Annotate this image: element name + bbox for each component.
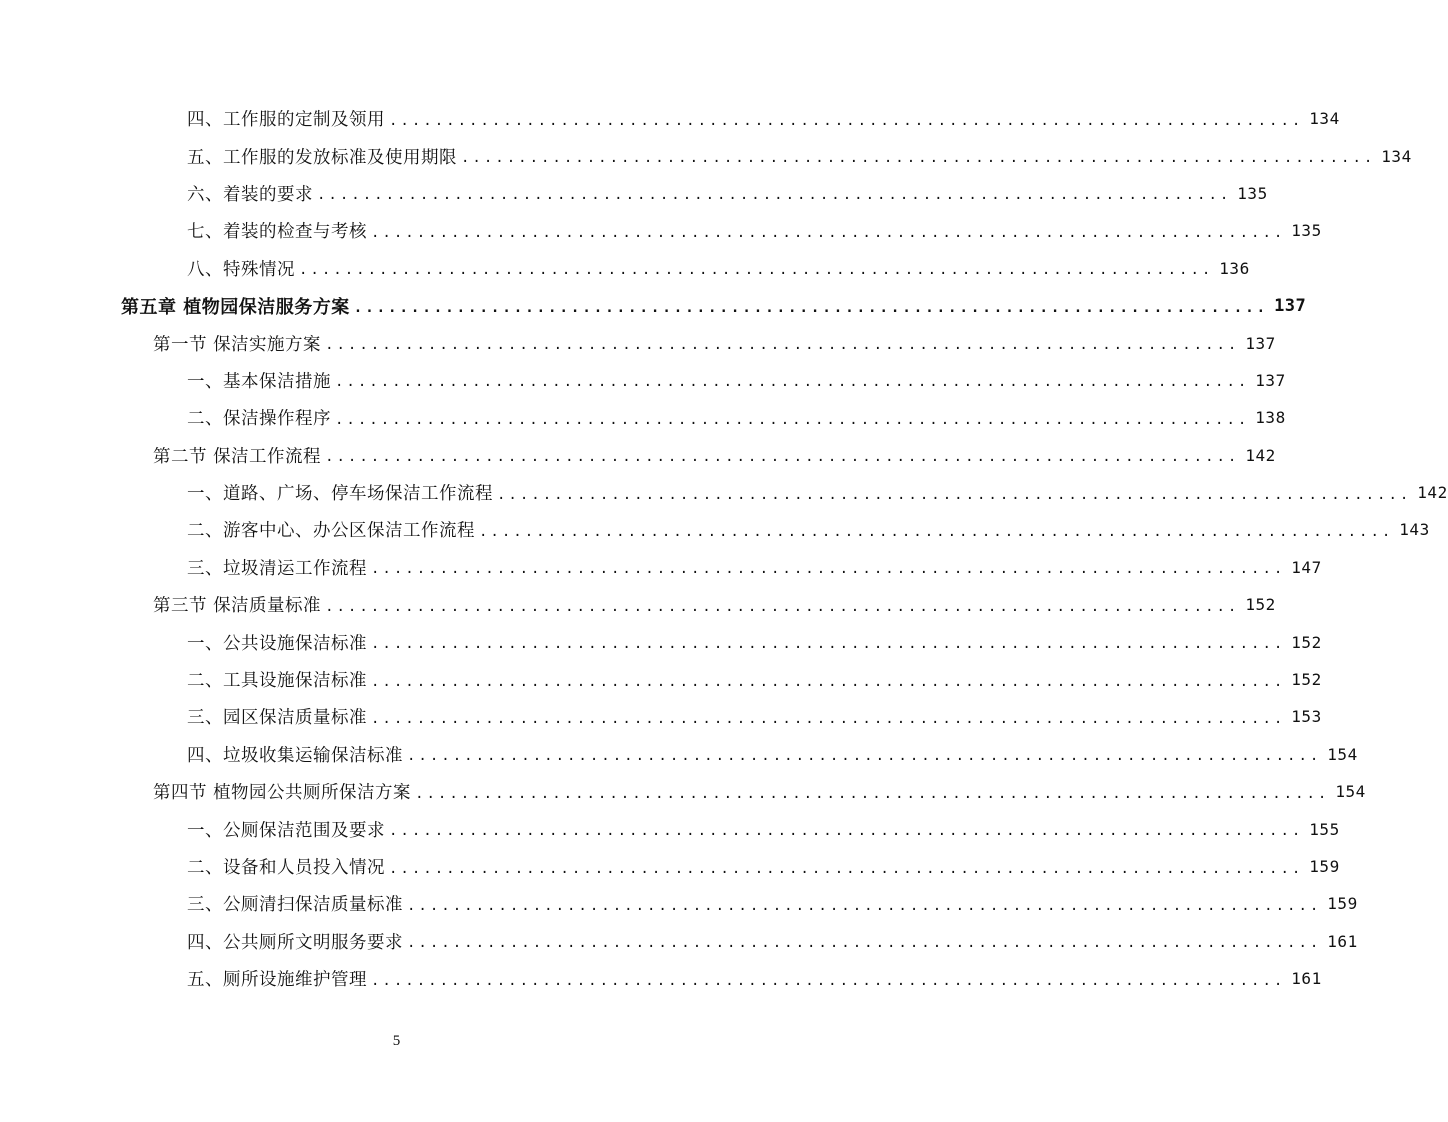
toc-entry-page: 137 [1274,295,1307,316]
toc-entry-page: 142 [1245,445,1276,465]
toc-dot-leader: ................................................................................ [389,112,1304,129]
toc-item-entry [0,736,1358,773]
toc-item-entry [0,923,1358,960]
toc-dot-leader: ................................................................................ [371,673,1286,690]
toc-item-entry [0,549,1322,586]
toc-item-entry [0,885,1358,922]
toc-entry-title: 第三节 保洁质量标准 [153,596,322,617]
toc-entry-title: 五、工作服的发放标准及使用期限 [187,147,457,168]
toc-dot-leader: ................................................................................ [407,935,1322,952]
toc-entry-page: 153 [1291,707,1322,727]
toc-entry-page: 159 [1327,894,1358,914]
toc-entry-page: 159 [1309,857,1340,876]
toc-entry-title: 二、保洁操作程序 [187,409,331,430]
toc-entry-title: 二、游客中心、办公区保洁工作流程 [187,521,475,542]
toc-dot-leader: ................................................................................ [371,972,1286,989]
toc-entry-page: 143 [1399,520,1430,540]
toc-item-entry [0,362,1286,399]
toc-dot-leader: ................................................................................ [407,748,1322,765]
toc-entry-title: 四、公共厕所文明服务要求 [187,932,403,953]
toc-entry-page: 161 [1291,969,1322,989]
toc-dot-leader: ................................................................................ [371,636,1286,653]
toc-item-entry [0,848,1340,885]
toc-item-entry [0,250,1250,287]
toc-dot-leader: ................................................................................ [325,337,1240,354]
toc-item-entry [0,810,1340,847]
toc-entry-title: 四、工作服的定制及领用 [187,110,385,131]
toc-item-entry [0,623,1322,660]
toc-entry-title: 二、设备和人员投入情况 [187,858,385,878]
toc-dot-leader: ................................................................................ [461,150,1376,167]
toc-entry-page: 136 [1219,258,1250,278]
toc-entry-title: 第五章 植物园保洁服务方案 [121,296,350,318]
toc-dot-leader: ................................................................................ [335,374,1250,391]
toc-entry-page: 152 [1291,670,1322,690]
toc-section-entry [0,437,1276,474]
toc-dot-leader: ................................................................................ [325,598,1240,615]
toc-entry-title: 二、工具设施保洁标准 [187,671,367,692]
toc-dot-leader: ................................................................................ [299,262,1214,279]
toc-chapter-entry [0,287,1307,324]
toc-entry-title: 六、着装的要求 [187,184,313,205]
toc-entry-title: 五、厕所设施维护管理 [187,970,367,991]
toc-dot-leader: ................................................................................ [371,561,1286,578]
page-number: 5 [392,1033,401,1049]
toc-dot-leader: ................................................................................ [479,523,1394,540]
toc-entry-page: 154 [1335,782,1366,802]
toc-entry-page: 134 [1381,146,1412,166]
toc-entry-page: 152 [1245,595,1276,615]
toc-item-entry [0,100,1340,137]
toc-entry-title: 一、基本保洁措施 [187,371,331,392]
toc-dot-leader: ................................................................................ [371,224,1286,241]
toc-entry-page: 161 [1327,931,1358,951]
toc-item-entry [0,399,1286,436]
toc-section-entry [0,586,1276,623]
toc-dot-leader: ................................................................................ [415,785,1330,802]
toc-item-entry [0,661,1322,698]
toc-dot-leader: ................................................................................ [335,411,1250,428]
table-of-contents [0,100,1448,997]
toc-dot-leader: ................................................................................ [389,860,1304,877]
toc-item-entry [0,137,1412,174]
toc-section-entry [0,324,1276,361]
toc-entry-page: 155 [1309,819,1340,839]
toc-entry-page: 137 [1245,333,1276,353]
toc-entry-page: 137 [1255,370,1286,390]
toc-dot-leader: ................................................................................ [389,823,1304,840]
toc-entry-page: 135 [1237,183,1268,203]
toc-item-entry [0,212,1322,249]
toc-entry-title: 第二节 保洁工作流程 [153,446,322,467]
toc-dot-leader: ................................................................................ [353,299,1269,316]
toc-item-entry [0,960,1322,997]
toc-item-entry [0,698,1322,735]
toc-entry-page: 147 [1291,557,1322,577]
toc-entry-page: 134 [1309,109,1340,129]
toc-dot-leader: ................................................................................ [317,187,1232,204]
toc-entry-title: 一、公厕保洁范围及要求 [187,820,385,841]
toc-section-entry [0,773,1366,810]
toc-entry-title: 三、公厕清扫保洁质量标准 [187,895,403,916]
toc-entry-title: 三、垃圾清运工作流程 [187,558,367,579]
toc-entry-title: 第一节 保洁实施方案 [153,334,322,355]
toc-item-entry [0,175,1268,212]
toc-entry-title: 一、道路、广场、停车场保洁工作流程 [187,484,493,505]
toc-entry-page: 142 [1417,483,1448,503]
toc-item-entry [0,511,1430,548]
toc-entry-title: 八、特殊情况 [187,259,295,280]
toc-entry-title: 七、着装的检查与考核 [187,222,367,243]
toc-entry-page: 135 [1291,221,1322,241]
toc-dot-leader: ................................................................................ [371,710,1286,727]
toc-dot-leader: ................................................................................ [325,449,1240,466]
toc-entry-page: 154 [1327,744,1358,764]
toc-dot-leader: ................................................................................ [407,897,1322,914]
toc-item-entry [0,474,1448,511]
toc-entry-title: 三、园区保洁质量标准 [187,708,367,729]
toc-entry-title: 一、公共设施保洁标准 [187,633,367,654]
toc-entry-page: 138 [1255,408,1286,428]
toc-entry-page: 152 [1291,632,1322,652]
toc-entry-title: 四、垃圾收集运输保洁标准 [187,745,403,766]
toc-dot-leader: ................................................................................ [497,486,1412,503]
toc-entry-title: 第四节 植物园公共厕所保洁方案 [153,783,412,804]
